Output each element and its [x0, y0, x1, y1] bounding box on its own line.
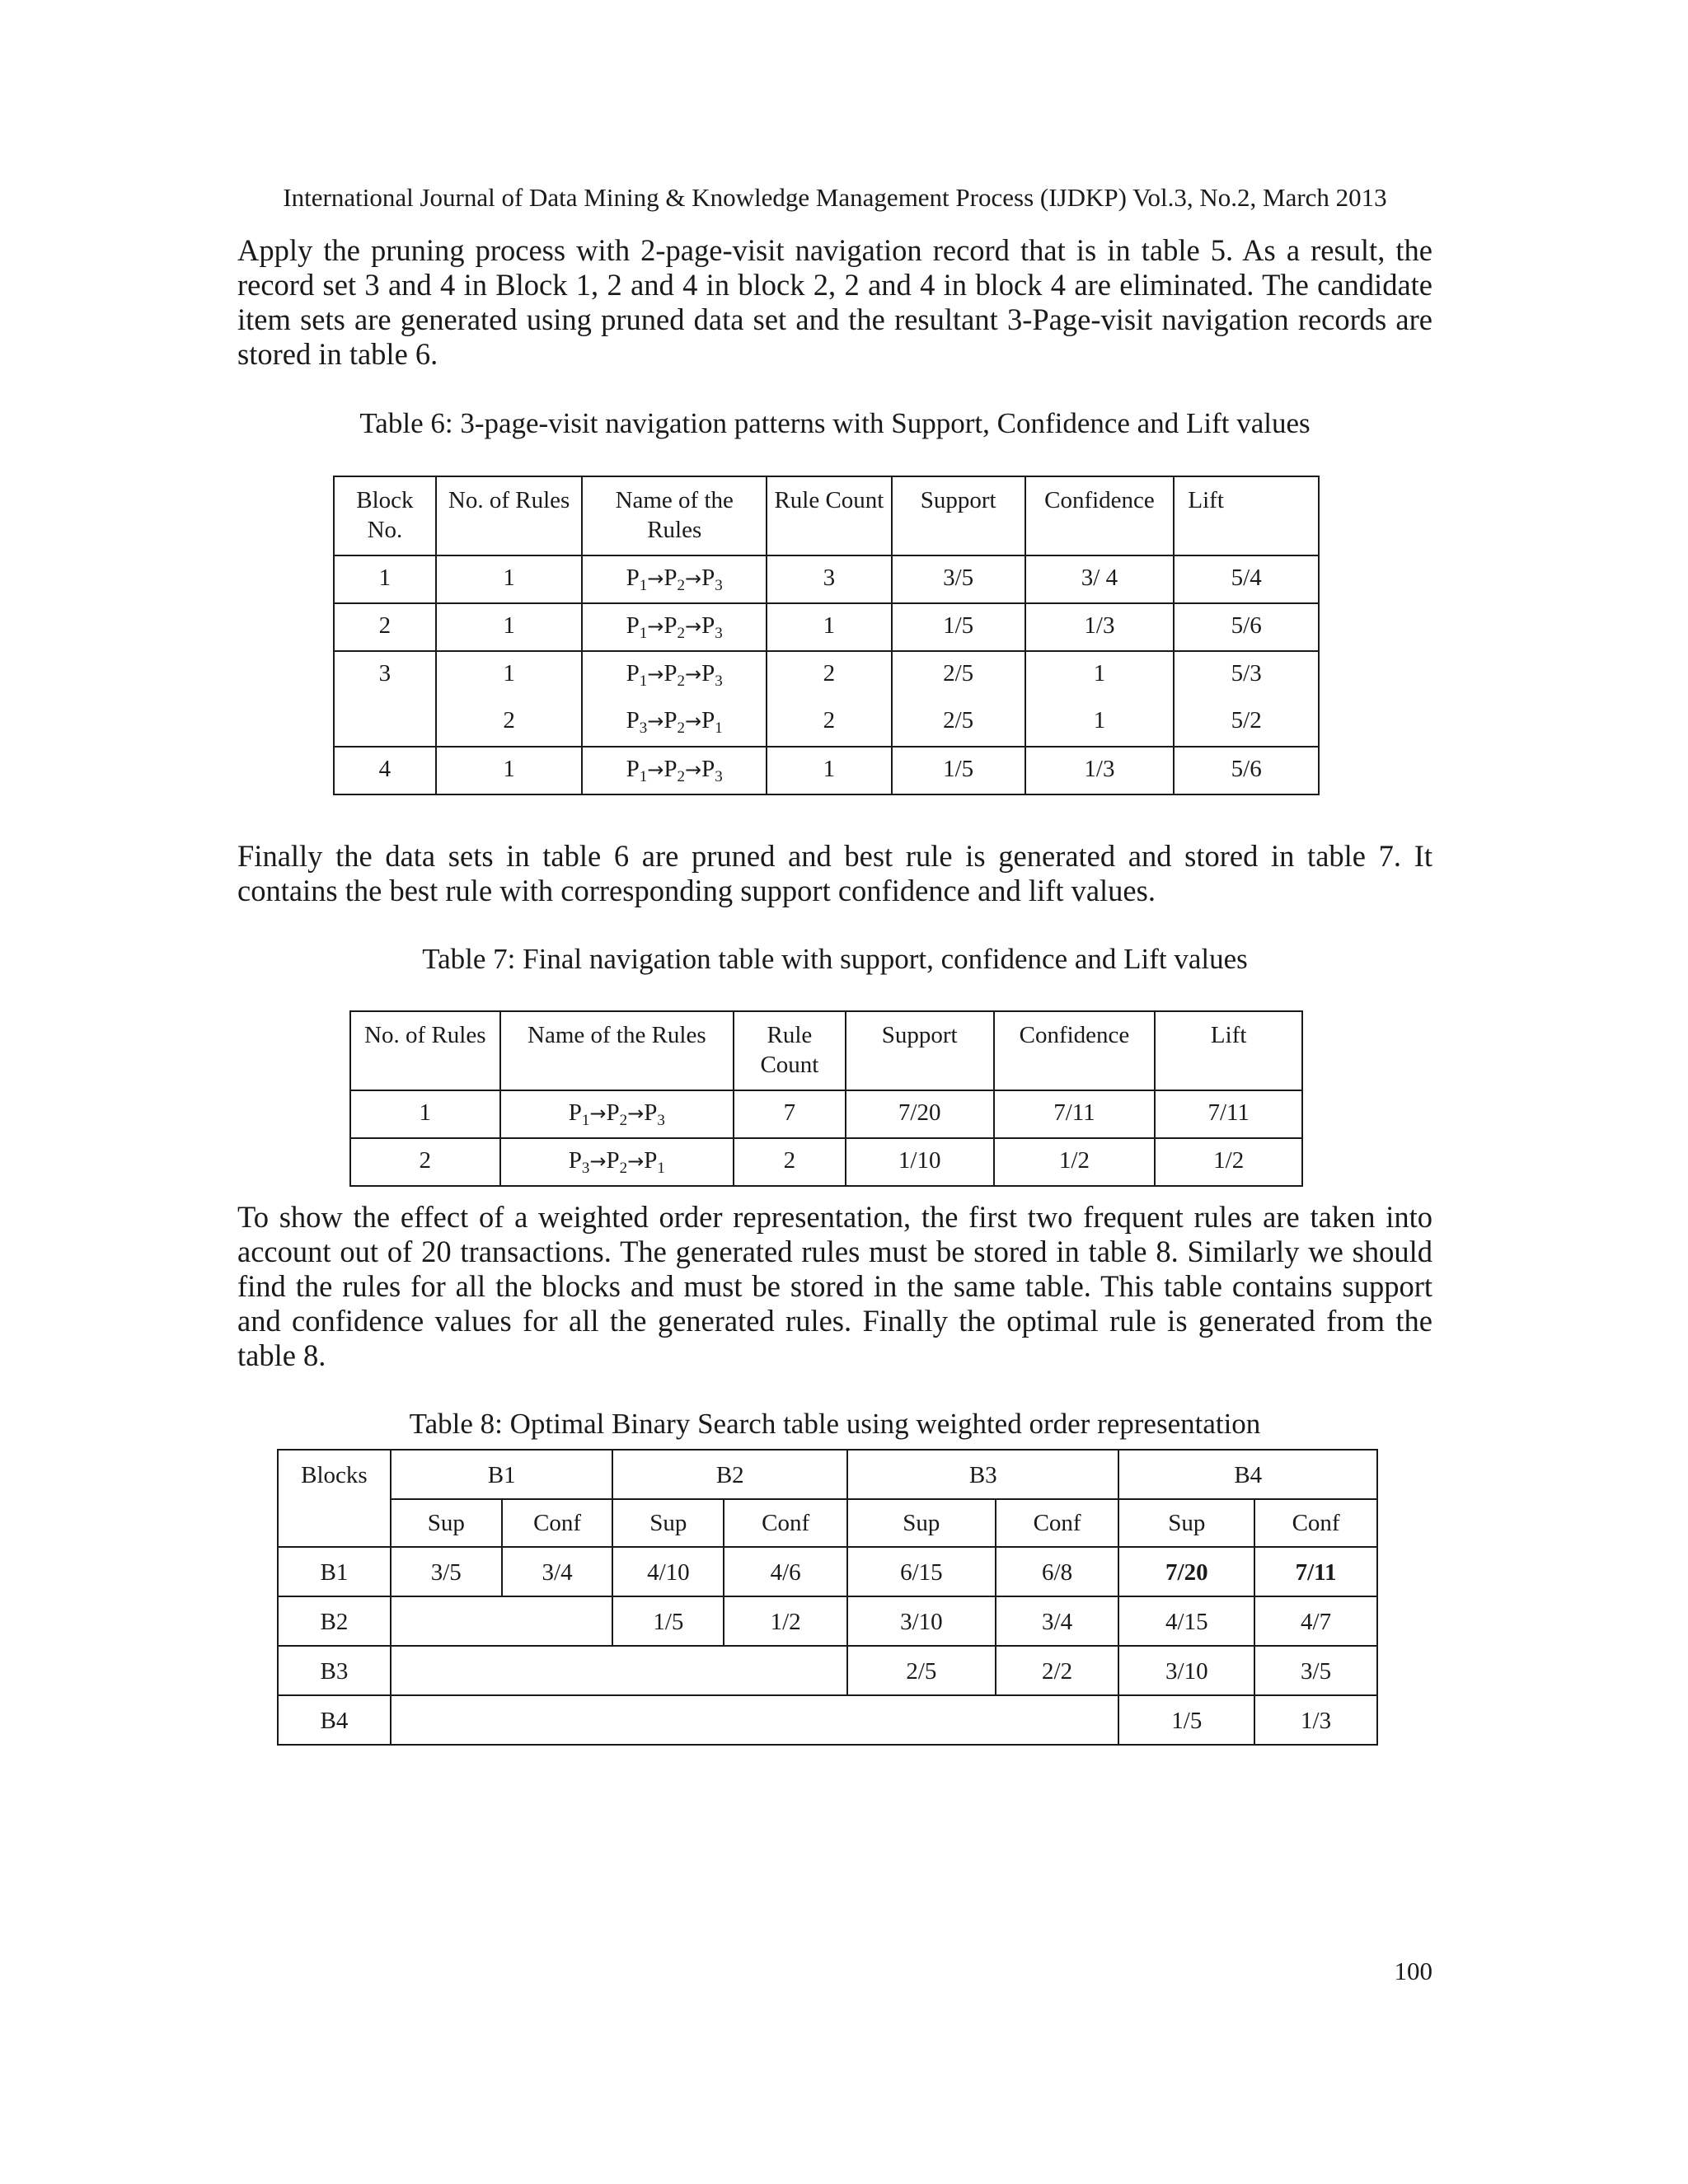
rule-token: 2 — [677, 625, 686, 642]
t7-header-rules: No. of Rules — [350, 1011, 500, 1090]
block-no: 3 — [334, 651, 436, 699]
page-number: 100 — [1394, 1957, 1432, 1985]
rule-token: P — [626, 565, 640, 591]
table-7-header-row — [350, 1011, 1302, 1090]
rule-token: 2 — [677, 577, 686, 594]
rule-name — [582, 603, 767, 651]
arrow-icon: → — [647, 663, 664, 686]
rule-token: 3 — [715, 625, 723, 642]
rule-token: P — [626, 756, 640, 782]
rule-name — [582, 651, 767, 699]
rule-token: 1 — [639, 673, 648, 690]
conf-value: 6/8 — [996, 1547, 1119, 1596]
table-7 — [349, 1010, 1303, 1187]
t8-group-b3: B3 — [847, 1450, 1118, 1499]
table-6 — [333, 476, 1320, 795]
rule-token: 3 — [581, 1160, 590, 1177]
lift: 5/2 — [1174, 699, 1319, 747]
conf-value: 4/7 — [1254, 1596, 1377, 1646]
sup-value: 1/5 — [612, 1596, 724, 1646]
paragraph-2: Finally the data sets in table 6 are pruned and best rule is generated and stored in table 7. It contains the best rule with corresponding support confidence and lift values. — [237, 839, 1432, 907]
t8-sub-sup: Sup — [612, 1499, 724, 1547]
t8-sub-conf: Conf — [502, 1499, 613, 1547]
arrow-icon: → — [685, 758, 702, 781]
t8-group-b4: B4 — [1118, 1450, 1377, 1499]
support: 2/5 — [892, 699, 1025, 747]
t7-header-name: Name of the Rules — [500, 1011, 734, 1090]
arrow-icon: → — [647, 615, 664, 638]
rule-token: 3 — [715, 673, 723, 690]
arrow-icon: → — [627, 1102, 645, 1125]
table-row — [278, 1695, 1377, 1745]
rule-count: 7 — [734, 1090, 846, 1138]
t7-header-count: Rule Count — [734, 1011, 846, 1090]
support: 3/5 — [892, 555, 1025, 603]
rule-token: P — [701, 565, 715, 591]
rule-count: 1 — [767, 747, 892, 794]
table-7-caption: Table 7: Final navigation table with support, confidence and Lift values — [422, 943, 1248, 975]
rule-token: 2 — [677, 768, 686, 785]
table-row — [334, 603, 1319, 651]
conf-value: 4/6 — [724, 1547, 847, 1596]
table-8-group-row — [278, 1450, 1377, 1499]
rule-count: 1 — [767, 603, 892, 651]
sup-value: 3/10 — [847, 1596, 996, 1646]
rule-token: 2 — [677, 719, 686, 737]
t8-sub-sup: Sup — [1118, 1499, 1254, 1547]
sup-value: 4/15 — [1118, 1596, 1254, 1646]
rule-token: 3 — [715, 768, 723, 785]
rule-no: 1 — [436, 651, 583, 699]
confidence: 1/3 — [1025, 747, 1175, 794]
table-row — [350, 1090, 1302, 1138]
rule-count: 2 — [734, 1138, 846, 1186]
rule-token: 3 — [639, 719, 648, 737]
t7-header-lift: Lift — [1155, 1011, 1302, 1090]
table-8-sub-row — [278, 1499, 1377, 1547]
t6-header-name: Name of the Rules — [582, 476, 767, 555]
row-label: B3 — [278, 1646, 391, 1695]
sup-value: 4/10 — [612, 1547, 724, 1596]
arrow-icon: → — [647, 710, 664, 733]
row-label: B1 — [278, 1547, 391, 1596]
confidence: 3/ 4 — [1025, 555, 1175, 603]
rule-token: 1 — [639, 768, 648, 785]
t6-header-support: Support — [892, 476, 1025, 555]
rule-name — [582, 747, 767, 794]
table-6-caption: Table 6: 3-page-visit navigation patterns with Support, Confidence and Lift values — [359, 407, 1311, 439]
lift: 7/11 — [1155, 1090, 1302, 1138]
row-label: B2 — [278, 1596, 391, 1646]
rule-token: 2 — [619, 1160, 628, 1177]
empty-cell — [391, 1695, 1119, 1745]
sup-value: 3/5 — [391, 1547, 502, 1596]
t8-sub-conf: Conf — [724, 1499, 847, 1547]
rule-token: P — [701, 756, 715, 782]
t6-header-rules: No. of Rules — [436, 476, 583, 555]
t8-group-b2: B2 — [612, 1450, 847, 1499]
conf-value: 3/4 — [502, 1547, 613, 1596]
confidence: 1/2 — [994, 1138, 1156, 1186]
arrow-icon: → — [685, 615, 702, 638]
rule-token: 3 — [715, 577, 723, 594]
row-label: B4 — [278, 1695, 391, 1745]
arrow-icon: → — [589, 1150, 607, 1173]
t6-header-lift: Lift — [1174, 476, 1319, 555]
block-no: 1 — [334, 555, 436, 603]
arrow-icon: → — [647, 567, 664, 590]
empty-cell — [391, 1646, 847, 1695]
confidence: 1/3 — [1025, 603, 1175, 651]
rule-token: P — [663, 660, 678, 687]
rule-token: P — [663, 565, 678, 591]
arrow-icon: → — [685, 663, 702, 686]
t8-sub-conf: Conf — [1254, 1499, 1377, 1547]
support: 7/20 — [846, 1090, 994, 1138]
arrow-icon: → — [685, 710, 702, 733]
table-row — [278, 1547, 1377, 1596]
rule-token: P — [568, 1099, 582, 1126]
paragraph-1: Apply the pruning process with 2-page-visit navigation record that is in table 5. As a result, the record set 3 and 4 in Block 1, 2 and 4 in block 2, 2 and 4 in block 4 are eliminated. The candidate item sets are generated using pruned data set and the resultant 3-Page-visit navigation records are stored in table 6. — [237, 233, 1432, 371]
sup-value: 3/10 — [1118, 1646, 1254, 1695]
t7-header-support: Support — [846, 1011, 994, 1090]
rule-token: 1 — [639, 577, 648, 594]
rule-token: 1 — [639, 625, 648, 642]
table-row — [334, 747, 1319, 794]
lift: 5/6 — [1174, 603, 1319, 651]
sup-value: 6/15 — [847, 1547, 996, 1596]
confidence: 7/11 — [994, 1090, 1156, 1138]
conf-value: 1/3 — [1254, 1695, 1377, 1745]
arrow-icon: → — [627, 1150, 645, 1173]
table-row — [334, 699, 1319, 747]
table-6-header-row — [334, 476, 1319, 555]
table-row — [334, 555, 1319, 603]
rule-token: P — [626, 660, 640, 687]
rule-token: P — [568, 1147, 582, 1174]
rule-no: 1 — [436, 603, 583, 651]
lift: 5/6 — [1174, 747, 1319, 794]
rule-no: 2 — [436, 699, 583, 747]
support: 1/10 — [846, 1138, 994, 1186]
paragraph-3: To show the effect of a weighted order representation, the first two frequent rules are taken into account out of 20 transactions. The generated rules must be stored in table 8. Similarly we should find the rules for all the blocks and must be stored in the same table. This table contains support and confidence values for all the generated rules. Finally the optimal rule is generated from the table 8. — [237, 1200, 1432, 1372]
t6-header-confidence: Confidence — [1025, 476, 1175, 555]
support: 1/5 — [892, 747, 1025, 794]
rule-token: P — [701, 707, 715, 733]
sup-value: 7/20 — [1118, 1547, 1254, 1596]
rule-token: P — [626, 612, 640, 639]
t6-header-count: Rule Count — [767, 476, 892, 555]
support: 1/5 — [892, 603, 1025, 651]
rule-token: 1 — [581, 1112, 590, 1129]
t8-sub-sup: Sup — [391, 1499, 502, 1547]
rule-token: P — [663, 707, 678, 733]
conf-value: 1/2 — [724, 1596, 847, 1646]
running-header: International Journal of Data Mining & Knowledge Management Process (IJDKP) Vol.3, No.2, March 2013 — [283, 183, 1387, 212]
arrow-icon: → — [685, 567, 702, 590]
rule-token: 3 — [657, 1112, 665, 1129]
rule-count: 3 — [767, 555, 892, 603]
block-no — [334, 699, 436, 747]
block-no: 2 — [334, 603, 436, 651]
rule-token: P — [644, 1099, 658, 1126]
rule-count: 2 — [767, 699, 892, 747]
conf-value: 3/4 — [996, 1596, 1119, 1646]
table-row — [278, 1646, 1377, 1695]
arrow-icon: → — [589, 1102, 607, 1125]
rule-no: 1 — [436, 747, 583, 794]
rule-name — [582, 555, 767, 603]
rule-token: 2 — [619, 1112, 628, 1129]
rule-name — [582, 699, 767, 747]
conf-value: 3/5 — [1254, 1646, 1377, 1695]
rule-token: P — [606, 1099, 620, 1126]
rule-token: 1 — [715, 719, 723, 737]
arrow-icon: → — [647, 758, 664, 781]
rule-token: P — [644, 1147, 658, 1174]
rule-token: P — [606, 1147, 620, 1174]
lift: 5/4 — [1174, 555, 1319, 603]
sup-value: 2/5 — [847, 1646, 996, 1695]
t8-sub-sup: Sup — [847, 1499, 996, 1547]
table-row — [334, 651, 1319, 699]
sup-value: 1/5 — [1118, 1695, 1254, 1745]
table-row — [350, 1138, 1302, 1186]
support: 2/5 — [892, 651, 1025, 699]
conf-value: 7/11 — [1254, 1547, 1377, 1596]
confidence: 1 — [1025, 651, 1175, 699]
conf-value: 2/2 — [996, 1646, 1119, 1695]
rule-name — [500, 1090, 734, 1138]
rule-no: 2 — [350, 1138, 500, 1186]
rule-token: P — [626, 707, 640, 733]
rule-name — [500, 1138, 734, 1186]
t7-header-confidence: Confidence — [994, 1011, 1156, 1090]
lift: 5/3 — [1174, 651, 1319, 699]
table-row — [278, 1596, 1377, 1646]
rule-token: P — [701, 660, 715, 687]
lift: 1/2 — [1155, 1138, 1302, 1186]
table-8-caption: Table 8: Optimal Binary Search table using weighted order representation — [409, 1408, 1261, 1440]
empty-cell — [391, 1596, 613, 1646]
table-8 — [277, 1449, 1378, 1746]
rule-token: P — [701, 612, 715, 639]
t8-corner: Blocks — [278, 1450, 391, 1547]
confidence: 1 — [1025, 699, 1175, 747]
rule-no: 1 — [350, 1090, 500, 1138]
t8-sub-conf: Conf — [996, 1499, 1119, 1547]
rule-token: P — [663, 612, 678, 639]
rule-token: 2 — [677, 673, 686, 690]
block-no: 4 — [334, 747, 436, 794]
t6-header-block: Block No. — [334, 476, 436, 555]
t8-group-b1: B1 — [391, 1450, 613, 1499]
rule-count: 2 — [767, 651, 892, 699]
rule-no: 1 — [436, 555, 583, 603]
rule-token: P — [663, 756, 678, 782]
rule-token: 1 — [657, 1160, 665, 1177]
